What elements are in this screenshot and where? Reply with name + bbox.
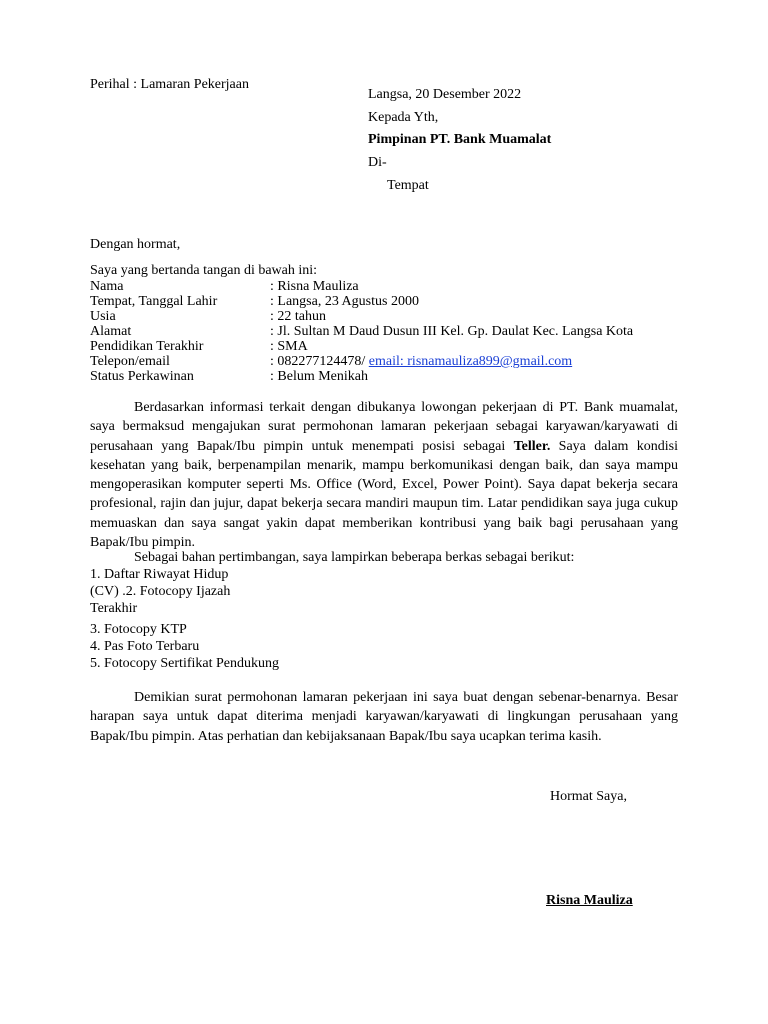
position-teller: Teller.: [513, 438, 551, 454]
place-date: Langsa, 20 Desember 2022: [368, 87, 522, 102]
field-value: : SMA: [270, 339, 308, 354]
attachment-item: 1. Daftar Riwayat Hidup: [90, 567, 229, 582]
di-line: Di-: [368, 155, 387, 170]
field-label: Tempat, Tanggal Lahir: [90, 294, 218, 309]
field-label: Nama: [90, 279, 124, 294]
to-line: Kepada Yth,: [368, 110, 439, 125]
field-value: : Langsa, 23 Agustus 2000: [270, 294, 419, 309]
p3-text: Demikian surat permohonan lamaran pekerjaan ini saya buat dengan sebenar-benarnya. Besar harapan saya untuk dapat diterima menjadi karyawan/karyawati di lingkungan perusahaan yang Bapak/Ibu pimpin. Atas perhatian dan kebijaksanaan Bapak/Ibu saya ucapkan terima kasih.: [90, 690, 678, 744]
p1-text-b: Saya dalam kondisi kesehatan yang baik, berpenampilan menarik, mampu berkomunikasi dengan baik, dan saya mampu mengoperasikan komputer seperti Ms. Office (Word, Excel, Power Point). Saya dapat bekerja secara profesional, rajin dan jujur, dapat bekerja secara mandiri maupun tim. Latar pendidikan saya juga cukup memuaskan dan saya sangat yakin dapat memberikan kontribusi yang baik bagi perusahaan yang Bapak/Ibu pimpin.: [90, 438, 678, 551]
body-paragraph-2: Sebagai bahan pertimbangan, saya lampirkan beberapa berkas sebagai berikut:: [134, 550, 575, 565]
attachment-item: 4. Pas Foto Terbaru: [90, 639, 200, 654]
field-value: : Risna Mauliza: [270, 279, 359, 294]
field-value: : Belum Menikah: [270, 369, 368, 384]
recipient: Pimpinan PT. Bank Muamalat: [368, 132, 552, 147]
email-link[interactable]: email: risnamauliza899@gmail.com: [368, 354, 573, 369]
field-label: Status Perkawinan: [90, 369, 194, 384]
greeting: Dengan hormat,: [90, 237, 181, 252]
closing-regards: Hormat Saya,: [550, 789, 627, 804]
p1-text-a: Berdasarkan informasi terkait dengan dibukanya lowongan pekerjaan di PT. Bank muamalat, saya bermaksud mengajukan surat permohonan lamaran pekerjaan sebagai karyawan/karyawati di perusahaan yang Bapak/Ibu pimpin untuk menempati posisi sebagai: [90, 400, 678, 454]
field-label: Telepon/email: [90, 354, 170, 369]
attachment-item: Terakhir: [90, 601, 138, 616]
field-value: : Jl. Sultan M Daud Dusun III Kel. Gp. Daulat Kec. Langsa Kota: [270, 324, 634, 339]
field-value: [270, 354, 572, 369]
attachment-item: 5. Fotocopy Sertifikat Pendukung: [90, 656, 279, 671]
signature-name: Risna Mauliza: [546, 893, 633, 908]
tempat-line: Tempat: [387, 178, 429, 193]
body-paragraph-1: [90, 398, 678, 552]
field-value: : 22 tahun: [270, 309, 326, 324]
subject-line: Perihal : Lamaran Pekerjaan: [90, 77, 249, 92]
attachment-item: (CV) .2. Fotocopy Ijazah: [90, 584, 231, 599]
field-label: Usia: [90, 309, 116, 324]
field-label: Alamat: [90, 324, 132, 339]
attachment-item: 3. Fotocopy KTP: [90, 622, 187, 637]
body-paragraph-3: [90, 688, 678, 746]
field-label: Pendidikan Terakhir: [90, 339, 204, 354]
phone-value: : 082277124478/: [270, 354, 369, 369]
intro-line: Saya yang bertanda tangan di bawah ini:: [90, 263, 318, 278]
